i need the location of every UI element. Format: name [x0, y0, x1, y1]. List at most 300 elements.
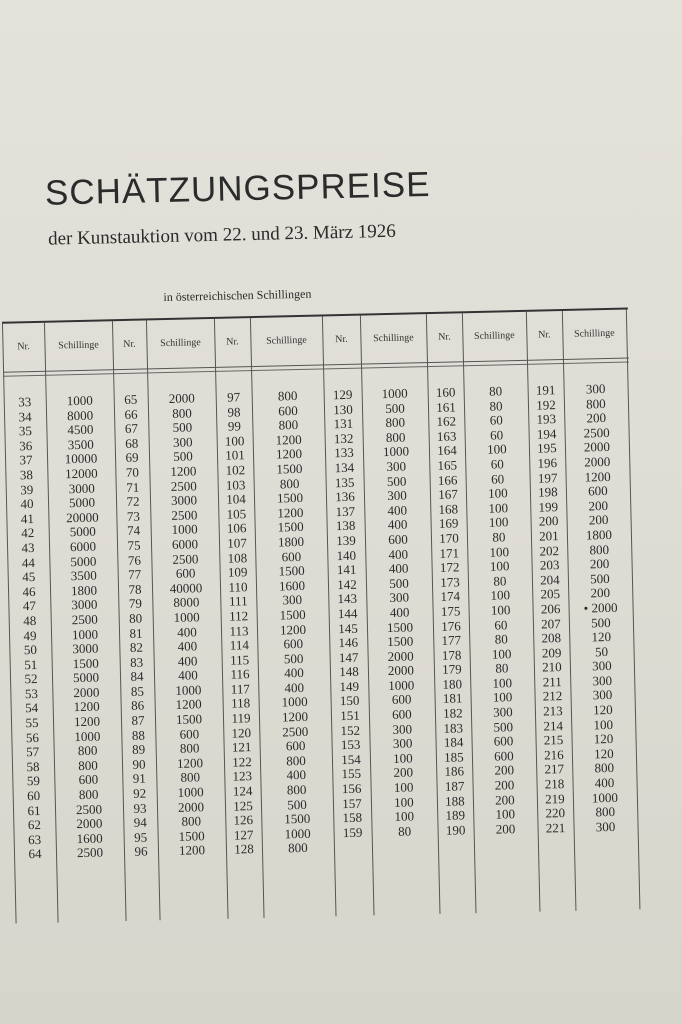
estimate-price: 2500: [583, 424, 610, 441]
estimate-price: 600: [588, 483, 608, 499]
lot-number: 55: [25, 715, 39, 731]
estimate-price: 2500: [172, 550, 199, 567]
lot-number: 140: [336, 547, 357, 563]
lot-number: 99: [227, 418, 242, 434]
estimate-price: 600: [175, 565, 196, 581]
lot-number: 96: [134, 843, 148, 860]
estimate-price: 1500: [72, 655, 99, 671]
lot-number: 151: [340, 707, 360, 724]
lot-number: 137: [335, 503, 356, 519]
lot-number: 43: [21, 539, 35, 556]
lot-number: 106: [226, 520, 247, 536]
lot-number: 207: [541, 615, 561, 632]
lot-number: 81: [129, 625, 143, 641]
estimate-price: 800: [180, 769, 201, 786]
lot-number: 189: [445, 807, 466, 823]
lot-number: 75: [127, 537, 141, 553]
lot-number: 155: [341, 766, 362, 782]
estimate-price: 2000: [387, 662, 415, 679]
lot-number: 74: [127, 522, 141, 539]
lot-number: 125: [233, 797, 253, 814]
lot-number: 62: [27, 817, 42, 833]
lot-number: 86: [131, 698, 145, 714]
lot-number: 76: [127, 552, 142, 568]
lot-number: 80: [129, 610, 143, 626]
estimate-price: 1500: [284, 811, 311, 827]
estimate-price: 60: [490, 456, 504, 472]
lot-number: 214: [543, 717, 564, 734]
header-nr: Nr.: [538, 329, 551, 341]
estimate-price: 120: [593, 731, 614, 747]
estimate-price: 1000: [381, 385, 408, 402]
estimate-price: 600: [78, 772, 99, 788]
lot-number: 64: [28, 846, 42, 862]
price-column: [362, 386, 438, 840]
price-column: [148, 391, 227, 859]
estimate-price: 1800: [70, 582, 98, 598]
lot-number: 187: [444, 778, 465, 794]
header-nr: Nr.: [226, 336, 239, 348]
lot-number: 65: [124, 391, 138, 407]
lot-number: 54: [25, 700, 39, 716]
estimate-price: 100: [487, 441, 507, 458]
estimate-price: 400: [284, 665, 304, 681]
estimate-price: 120: [593, 745, 614, 762]
estimate-price: 1200: [175, 696, 202, 713]
lot-number: 68: [125, 435, 139, 451]
estimate-price: 80: [488, 383, 503, 399]
lot-number: 197: [537, 469, 558, 486]
estimate-price: 1200: [277, 504, 304, 521]
lot-number: 116: [230, 666, 250, 682]
estimate-price: 800: [286, 752, 306, 769]
estimate-price: 3000: [170, 492, 198, 509]
lot-number: 179: [442, 661, 462, 678]
lot-number: 198: [538, 484, 558, 500]
header-schillinge: Schillinge: [573, 327, 615, 340]
lot-number: 213: [542, 703, 563, 719]
header-nr: Nr.: [438, 331, 451, 343]
lot-number: 150: [339, 693, 360, 709]
estimate-price: 100: [492, 675, 513, 691]
estimate-price: 1500: [277, 519, 304, 535]
lot-number: 205: [540, 586, 561, 602]
estimate-price: 1200: [176, 755, 204, 771]
lot-number: 199: [538, 498, 559, 515]
lot-number: 73: [126, 508, 141, 524]
estimate-price: 600: [388, 531, 408, 547]
estimate-price: 1000: [177, 784, 204, 800]
lot-number: 161: [436, 399, 456, 415]
lot-number: 126: [233, 812, 254, 828]
lot-number: 146: [338, 634, 359, 651]
lot-number: 104: [226, 491, 246, 507]
estimate-price: 1200: [584, 468, 611, 485]
lot-number: 89: [132, 741, 146, 758]
estimate-price: 100: [393, 750, 413, 766]
estimate-price: 100: [593, 716, 614, 733]
lot-number: 92: [133, 785, 147, 801]
estimate-price: 6000: [69, 538, 97, 555]
estimate-price: 1000: [382, 443, 410, 460]
lot-number: 131: [333, 415, 354, 432]
estimate-price: 1000: [591, 789, 619, 806]
lot-number: 174: [440, 588, 461, 605]
lot-number: 85: [130, 683, 145, 699]
estimate-price: 600: [179, 725, 200, 742]
lot-number: 200: [538, 513, 559, 529]
estimate-price: 300: [392, 721, 413, 737]
lot-number: 112: [228, 608, 249, 624]
estimate-price: 1200: [281, 708, 309, 725]
estimate-price: 600: [278, 402, 298, 419]
estimate-price: 500: [590, 614, 611, 630]
estimate-price: 800: [78, 786, 99, 803]
estimate-price: 300: [389, 589, 410, 606]
lot-number: 141: [336, 561, 357, 578]
lot-number: 186: [444, 763, 465, 780]
price-column: [252, 388, 335, 857]
estimate-price: 300: [172, 434, 193, 450]
lot-number: 132: [333, 430, 354, 446]
estimate-price: 100: [490, 587, 511, 604]
lot-number: 110: [228, 578, 248, 595]
estimate-price: 60: [489, 412, 503, 428]
lot-number: 67: [124, 420, 139, 437]
estimate-price: 1000: [388, 677, 415, 693]
lot-number: 218: [544, 776, 565, 792]
lot-number: 194: [536, 425, 557, 442]
estimate-price: 2500: [170, 477, 197, 494]
estimate-price: 800: [589, 541, 610, 557]
estimate-price: 500: [173, 448, 193, 465]
lot-number: 156: [341, 780, 362, 797]
estimate-price: 2000: [583, 439, 611, 455]
estimate-price: 500: [283, 650, 304, 667]
estimate-price: 1500: [276, 460, 303, 477]
estimate-price: 1200: [279, 621, 307, 637]
lot-number: 149: [339, 678, 360, 695]
estimate-price: 400: [284, 679, 305, 696]
estimate-price: 1000: [284, 825, 311, 842]
estimate-price: 200: [494, 762, 515, 779]
lot-number: 93: [133, 800, 147, 816]
estimate-price: 400: [388, 546, 409, 562]
lot-number: 50: [23, 642, 38, 658]
document-subtitle: der Kunstauktion vom 22. und 23. März 1926: [47, 220, 396, 250]
estimate-price: 3500: [67, 436, 94, 453]
estimate-price: 3000: [72, 640, 99, 657]
lot-number: 45: [22, 569, 36, 585]
estimate-price: 1200: [275, 431, 302, 448]
lot-number: 164: [437, 442, 457, 459]
lot-number: 183: [443, 720, 464, 736]
lot-number: 136: [335, 488, 355, 505]
estimate-price: 400: [387, 502, 408, 518]
lot-number: 82: [129, 639, 144, 655]
lot-number: 184: [443, 734, 464, 751]
lot-number: 177: [441, 632, 462, 648]
lot-number: 217: [544, 761, 565, 777]
lot-number: 220: [545, 805, 566, 821]
table-top-rule: [2, 308, 628, 324]
lot-number: 103: [225, 476, 246, 493]
estimate-price: 200: [393, 764, 414, 781]
estimate-price: 1000: [66, 392, 93, 409]
estimate-price: 2500: [282, 723, 309, 740]
estimate-price: 600: [285, 738, 306, 754]
lot-number: 102: [225, 462, 246, 478]
estimate-price: 100: [492, 689, 513, 706]
estimate-price: 60: [489, 427, 504, 443]
header-schillinge: Schillinge: [473, 330, 515, 342]
estimate-price: 80: [494, 631, 508, 647]
estimate-price: 300: [592, 687, 613, 703]
lot-number: 47: [22, 598, 37, 614]
lot-number: 36: [19, 437, 33, 454]
lot-number: 69: [125, 450, 139, 466]
lot-number: 79: [128, 595, 143, 612]
estimate-price: 100: [491, 645, 512, 662]
estimate-price: 1500: [175, 711, 203, 727]
estimate-price: 300: [591, 658, 612, 674]
estimate-price: 600: [391, 691, 412, 708]
estimate-price: 100: [488, 514, 509, 531]
lot-number: 190: [445, 822, 466, 838]
estimate-price: 200: [588, 512, 609, 528]
lot-number: 105: [226, 505, 247, 522]
price-column: [46, 393, 125, 861]
estimate-price: 100: [488, 500, 509, 516]
estimate-price: 100: [489, 543, 510, 560]
estimate-price: 1500: [278, 563, 305, 579]
lot-number: 208: [541, 630, 562, 646]
lot-number: 39: [20, 481, 34, 497]
lot-number: 196: [537, 455, 558, 471]
estimate-price: 500: [287, 796, 307, 812]
estimate-price: 12000: [64, 465, 98, 482]
estimate-price: 80: [493, 573, 507, 589]
lot-number: 159: [342, 824, 363, 840]
estimate-price: 800: [286, 781, 307, 798]
lot-number: 182: [443, 705, 463, 721]
estimate-price: 2000: [584, 453, 611, 470]
lot-number: 59: [26, 773, 41, 789]
estimate-price: 400: [178, 667, 198, 684]
lot-number: 77: [128, 566, 142, 583]
estimate-price: 600: [494, 748, 514, 764]
lot-number: 84: [130, 668, 144, 685]
currency-note: in österreichischen Schillingen: [163, 286, 312, 305]
estimate-price: 6000: [171, 536, 199, 552]
lot-number: 94: [133, 814, 148, 831]
lot-number: 134: [334, 459, 355, 476]
lot-number: 56: [25, 729, 40, 745]
estimate-price: 120: [591, 629, 612, 645]
lot-number: 192: [536, 396, 556, 413]
estimate-price: 100: [488, 485, 508, 501]
estimate-price: 800: [277, 388, 298, 404]
estimate-price: 1200: [73, 699, 100, 715]
lot-number: 124: [232, 783, 253, 799]
lot-number: 139: [336, 532, 356, 549]
estimate-price: 600: [493, 733, 514, 749]
lot-number: 42: [21, 525, 35, 541]
estimate-price: 1000: [173, 609, 200, 625]
estimate-price: 2500: [76, 844, 104, 861]
lot-number: 135: [334, 474, 355, 490]
lot-number: 115: [229, 651, 250, 668]
lot-number: 91: [132, 770, 147, 787]
lot-number: 72: [126, 493, 140, 510]
estimate-price: 100: [489, 558, 510, 574]
lot-number: 188: [445, 792, 465, 809]
lot-number: 63: [28, 831, 42, 848]
estimate-price: 400: [389, 604, 410, 620]
estimate-price: 1800: [585, 526, 613, 543]
lot-number: 201: [539, 528, 559, 544]
document-title: SCHÄTZUNGSPREISE: [44, 164, 431, 213]
price-column: [563, 382, 637, 836]
estimate-price: 800: [179, 740, 200, 757]
estimate-price: 100: [490, 602, 511, 618]
estimate-price: 200: [590, 585, 611, 601]
lot-number: 193: [536, 411, 557, 427]
lot-number: 111: [228, 593, 248, 609]
estimate-price: 1500: [178, 828, 205, 844]
estimate-price: 400: [177, 653, 198, 669]
estimate-price: 2000: [168, 390, 195, 406]
lot-number: 49: [23, 627, 37, 643]
estimate-price: 5000: [70, 553, 97, 569]
lot-number: 212: [542, 688, 563, 704]
estimate-price: 2000: [73, 684, 100, 701]
lot-number: 70: [125, 464, 140, 480]
estimate-price: 800: [181, 813, 202, 829]
estimate-price: 300: [592, 672, 613, 689]
header-rule: [3, 357, 629, 372]
lot-number: 168: [438, 501, 459, 517]
lot-number: 165: [437, 457, 458, 473]
estimate-price: 200: [494, 777, 515, 793]
lot-number: 60: [27, 787, 41, 804]
estimate-price: 1500: [386, 618, 414, 635]
estimate-price: 1500: [276, 490, 304, 506]
estimate-price: 800: [595, 804, 616, 820]
lot-number: 152: [340, 722, 361, 738]
estimate-price: 300: [392, 735, 413, 752]
estimate-price: 3000: [71, 596, 98, 613]
estimate-price: 400: [388, 560, 409, 577]
estimate-price: 400: [177, 638, 198, 654]
lot-number: 176: [441, 617, 461, 634]
lot-number: 101: [225, 447, 245, 464]
lot-number: 119: [231, 710, 251, 726]
estimate-price: 300: [387, 487, 407, 504]
estimate-price: 1000: [74, 728, 101, 744]
lot-number: 48: [23, 612, 37, 629]
lot-number: 109: [227, 564, 248, 580]
estimate-price: 500: [386, 473, 407, 489]
estimate-price: 10000: [64, 450, 98, 467]
lot-number: 166: [437, 471, 458, 488]
estimate-price: 8000: [66, 407, 94, 423]
estimate-price: 500: [385, 400, 405, 416]
estimate-price: 2500: [71, 611, 98, 628]
lot-number: 98: [227, 403, 241, 420]
estimate-price: 60: [490, 470, 505, 487]
lot-number: 175: [440, 603, 461, 619]
estimate-price: 400: [387, 516, 408, 533]
estimate-price: 800: [278, 417, 299, 433]
lot-number: 51: [24, 656, 38, 672]
lot-number: 172: [439, 559, 460, 575]
estimate-price: 1600: [76, 830, 103, 846]
estimate-price: 200: [495, 821, 516, 837]
lot-number: 90: [132, 756, 146, 772]
estimate-price: 500: [590, 570, 610, 587]
estimate-price: 1000: [171, 521, 198, 538]
estimate-price: 50: [594, 643, 609, 660]
lot-number: 138: [335, 518, 356, 534]
estimate-price: 2500: [75, 801, 103, 817]
lot-number: 95: [133, 829, 148, 845]
estimate-price: 3500: [70, 567, 97, 584]
estimate-price: 200: [586, 410, 607, 426]
estimate-price: 300: [595, 818, 616, 835]
lot-number: 162: [436, 413, 457, 430]
estimate-price: 1200: [275, 446, 303, 462]
lot-number: 83: [130, 654, 144, 670]
header-nr: Nr.: [335, 333, 348, 346]
estimate-price: 800: [288, 840, 308, 856]
lot-number: 58: [26, 758, 40, 775]
price-column: [464, 384, 538, 838]
estimate-price: 5000: [72, 669, 100, 686]
lot-number: 169: [438, 515, 459, 532]
lot-number: 153: [340, 736, 361, 753]
estimate-price: 2000: [387, 648, 414, 664]
estimate-price: 1200: [170, 463, 197, 479]
lot-number: 129: [332, 386, 353, 403]
estimate-price: 800: [172, 405, 192, 421]
estimate-price: 400: [286, 767, 307, 783]
lot-number: 118: [230, 695, 251, 712]
lot-number: 128: [234, 841, 254, 857]
estimate-price: • 2000: [583, 599, 618, 616]
estimate-price: 5000: [68, 494, 96, 511]
lot-number: 34: [18, 408, 32, 424]
lot-number: 202: [539, 542, 560, 559]
estimate-price: 1500: [279, 606, 306, 623]
lot-number: 203: [539, 557, 560, 573]
lot-number: 107: [227, 535, 247, 551]
estimate-price: 300: [493, 704, 513, 720]
estimate-price: 60: [494, 616, 508, 633]
lot-number: 209: [541, 644, 562, 661]
lot-number: 181: [442, 690, 463, 707]
lot-number: 37: [19, 452, 33, 468]
estimate-price: 80: [492, 529, 506, 545]
estimate-price: 500: [172, 419, 193, 436]
lot-number: 191: [535, 382, 556, 398]
lot-number: 185: [444, 749, 464, 765]
lot-number: 97: [227, 389, 241, 405]
lot-number: 121: [231, 739, 252, 755]
document-sheet: [0, 44, 682, 1000]
lot-number: 158: [342, 809, 363, 826]
lot-number: 33: [18, 394, 32, 410]
